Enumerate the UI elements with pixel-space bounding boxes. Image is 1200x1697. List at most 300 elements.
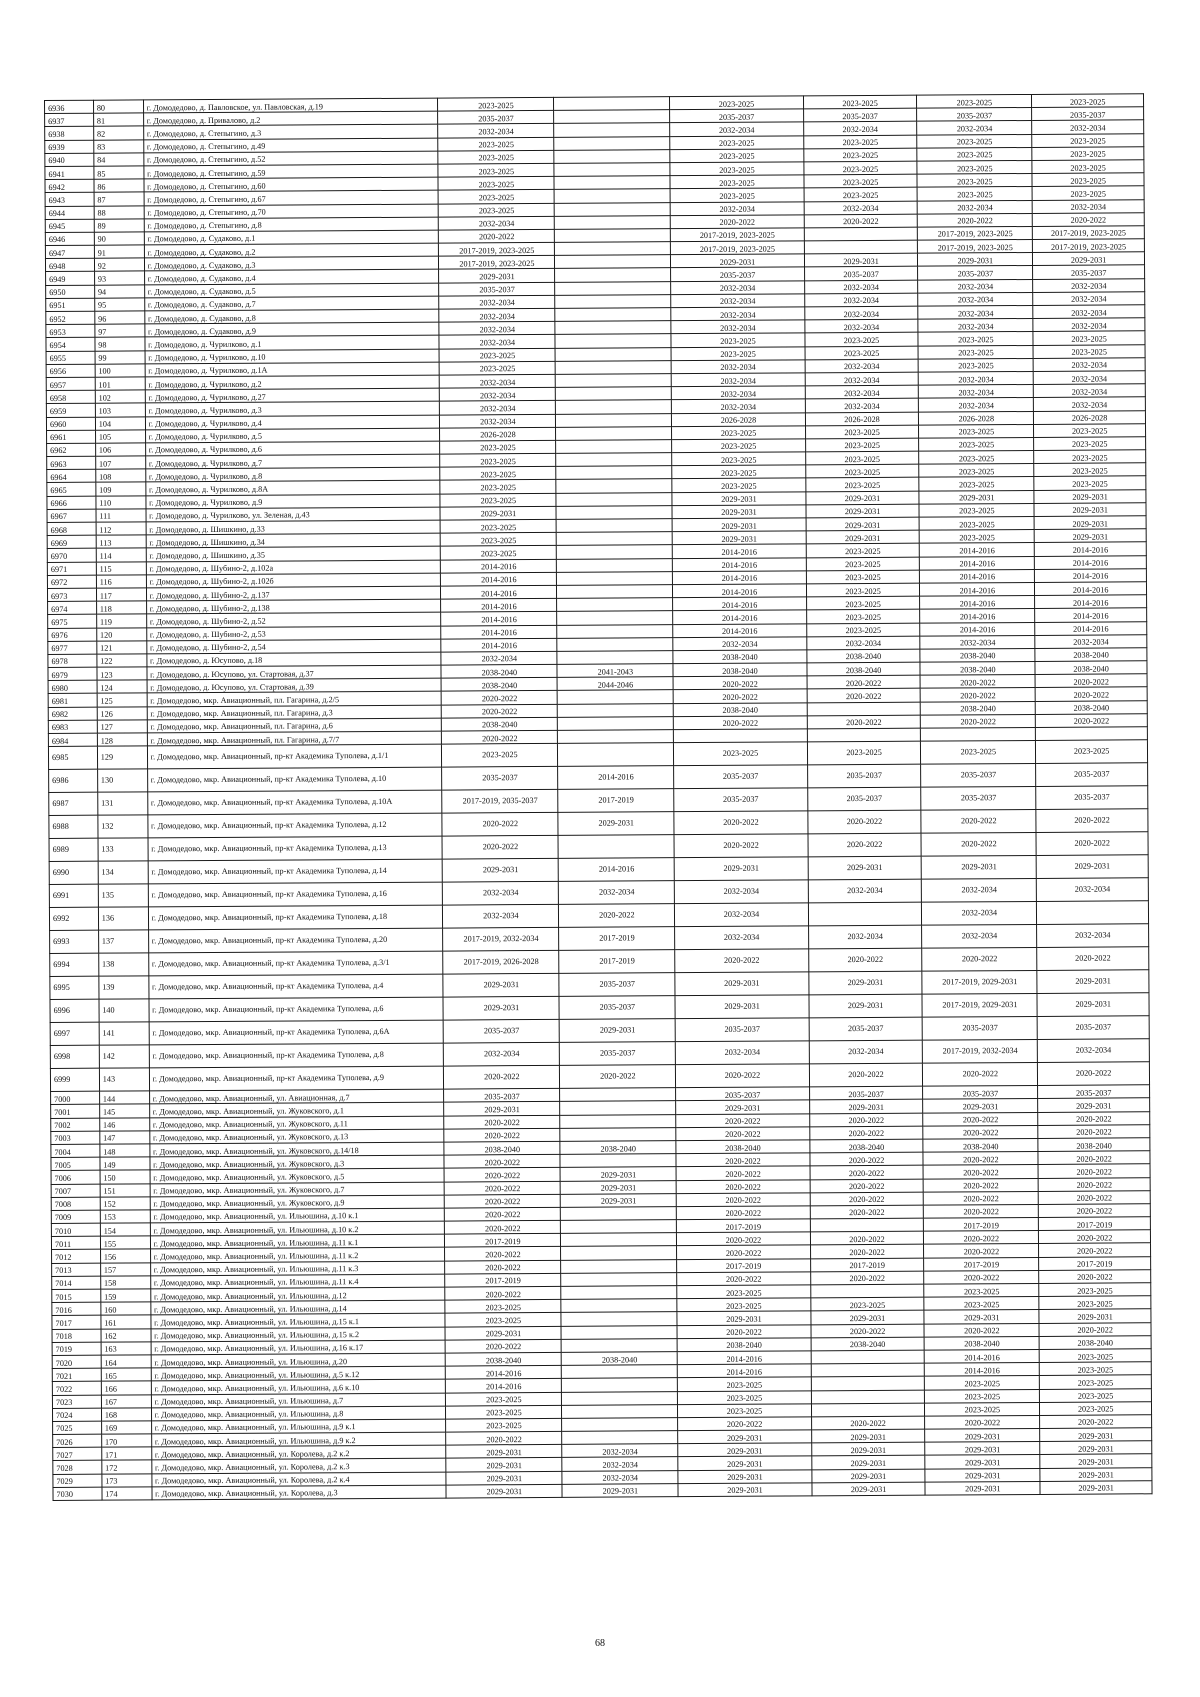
cell-row-number: 7006 bbox=[51, 1170, 100, 1183]
cell-period-col-6: 2014-2016 bbox=[1035, 608, 1147, 622]
cell-period-col-6: 2023-2025 bbox=[1032, 133, 1144, 147]
cell-period-col-3: 2032-2034 bbox=[670, 201, 803, 215]
cell-row-number: 6951 bbox=[46, 298, 95, 311]
cell-period-col-5: 2023-2025 bbox=[925, 1402, 1040, 1416]
cell-period-col-5: 2014-2016 bbox=[920, 556, 1035, 570]
cell-row-number: 6938 bbox=[45, 127, 94, 140]
cell-period-col-6: 2029-2031 bbox=[1038, 1098, 1150, 1112]
cell-address: г. Домодедово, мкр. Авиационный, ул. Ильюшина, д.7 bbox=[151, 1393, 446, 1408]
cell-period-col-3: 2020-2022 bbox=[674, 811, 807, 835]
cell-address: г. Домодедово, д. Судаково, д.9 bbox=[144, 322, 439, 337]
cell-period-col-2 bbox=[561, 1338, 677, 1352]
cell-period-col-3: 2032-2034 bbox=[671, 294, 804, 308]
cell-period-col-5: 2029-2031 bbox=[923, 1099, 1038, 1113]
cell-period-col-1: 2023-2025 bbox=[440, 453, 556, 467]
cell-period-col-5: 2023-2025 bbox=[919, 424, 1034, 438]
cell-period-col-1: 2023-2025 bbox=[439, 203, 555, 217]
cell-period-col-6: 2020-2022 bbox=[1040, 1415, 1152, 1429]
cell-period-col-3: 2014-2016 bbox=[678, 1351, 811, 1365]
cell-item-number: 144 bbox=[99, 1091, 149, 1104]
cell-period-col-4: 2023-2025 bbox=[806, 570, 920, 584]
cell-item-number: 118 bbox=[96, 601, 146, 614]
cell-row-number: 7005 bbox=[51, 1157, 100, 1170]
cell-address: г. Домодедово, мкр. Авиационный, ул. Ильюшина, д.11 к.4 bbox=[150, 1274, 445, 1289]
cell-period-col-6: 2038-2040 bbox=[1039, 1336, 1151, 1350]
cell-period-col-3: 2023-2025 bbox=[672, 465, 805, 479]
cell-period-col-5: 2032-2034 bbox=[922, 925, 1037, 949]
cell-address: г. Домодедово, д. Чурилково, ул. Зеленая, д.43 bbox=[146, 507, 441, 522]
cell-period-col-5: 2038-2040 bbox=[923, 1138, 1038, 1152]
cell-row-number: 7003 bbox=[51, 1131, 100, 1144]
cell-period-col-6: 2023-2025 bbox=[1036, 740, 1148, 764]
cell-period-col-2 bbox=[556, 413, 672, 427]
cell-item-number: 153 bbox=[100, 1210, 150, 1223]
cell-period-col-5: 2023-2025 bbox=[917, 147, 1032, 161]
cell-period-col-3: 2023-2025 bbox=[674, 742, 807, 766]
cell-item-number: 140 bbox=[99, 999, 149, 1022]
cell-row-number: 7024 bbox=[52, 1408, 101, 1421]
cell-item-number: 112 bbox=[96, 522, 146, 535]
cell-period-col-2 bbox=[555, 281, 671, 295]
cell-row-number: 6960 bbox=[46, 417, 95, 430]
cell-period-col-5: 2023-2025 bbox=[919, 437, 1034, 451]
cell-row-number: 7027 bbox=[53, 1447, 102, 1460]
cell-period-col-6: 2020-2022 bbox=[1035, 674, 1147, 688]
cell-period-col-4: 2023-2025 bbox=[806, 583, 920, 597]
cell-period-col-3: 2023-2025 bbox=[678, 1377, 811, 1391]
cell-item-number: 108 bbox=[96, 469, 146, 482]
cell-period-col-4: 2032-2034 bbox=[804, 306, 918, 320]
cell-period-col-3: 2017-2019 bbox=[677, 1258, 810, 1272]
cell-period-col-3: 2032-2034 bbox=[672, 399, 805, 413]
cell-period-col-5: 2020-2022 bbox=[924, 1231, 1039, 1245]
cell-period-col-4 bbox=[804, 240, 918, 254]
cell-period-col-6: 2017-2019 bbox=[1039, 1256, 1151, 1270]
cell-period-col-6: 2023-2025 bbox=[1033, 331, 1145, 345]
cell-period-col-2 bbox=[561, 1272, 677, 1286]
cell-item-number: 169 bbox=[101, 1421, 151, 1434]
cell-row-number: 6968 bbox=[47, 522, 96, 535]
cell-period-col-6: 2032-2034 bbox=[1034, 397, 1146, 411]
cell-row-number: 6965 bbox=[47, 483, 96, 496]
cell-period-col-1: 2014-2016 bbox=[441, 612, 557, 626]
cell-period-col-3: 2020-2022 bbox=[671, 215, 804, 229]
page-number: 68 bbox=[595, 1638, 605, 1649]
cell-address: г. Домодедово, д. Чурилково, д.8А bbox=[145, 481, 440, 496]
cell-period-col-3: 2020-2022 bbox=[674, 716, 807, 730]
cell-row-number: 7013 bbox=[52, 1263, 101, 1276]
cell-period-col-2 bbox=[555, 334, 671, 348]
cell-period-col-5: 2020-2022 bbox=[924, 1323, 1039, 1337]
cell-period-col-1: 2032-2034 bbox=[441, 651, 557, 665]
cell-address: г. Домодедово, д. Судаково, д.5 bbox=[144, 283, 439, 298]
cell-period-col-3: 2020-2022 bbox=[676, 1113, 809, 1127]
cell-period-col-3: 2017-2019 bbox=[677, 1219, 810, 1233]
cell-period-col-6: 2032-2034 bbox=[1037, 878, 1149, 902]
cell-period-col-6: 2023-2025 bbox=[1034, 463, 1146, 477]
cell-period-col-5: 2014-2016 bbox=[920, 569, 1035, 583]
cell-row-number: 7016 bbox=[52, 1302, 101, 1315]
cell-address: г. Домодедово, мкр. Авиационный, ул. Жуковского, д.5 bbox=[150, 1168, 445, 1183]
cell-item-number: 82 bbox=[93, 126, 143, 139]
cell-period-col-4: 2020-2022 bbox=[810, 1205, 924, 1219]
cell-period-col-4 bbox=[807, 702, 921, 716]
cell-period-col-3: 2020-2022 bbox=[673, 689, 806, 703]
cell-period-col-6: 2035-2037 bbox=[1036, 786, 1148, 810]
housing-repair-schedule-table bbox=[44, 93, 1153, 1501]
cell-item-number: 125 bbox=[97, 693, 147, 706]
cell-period-col-2: 2032-2034 bbox=[562, 1444, 678, 1458]
cell-row-number: 6992 bbox=[49, 907, 98, 930]
cell-address: г. Домодедово, мкр. Авиационный, ул. Ильюшина, д.12 bbox=[150, 1287, 445, 1302]
cell-period-col-1: 2023-2025 bbox=[442, 744, 558, 768]
cell-address: г. Домодедово, мкр. Авиационный, ул. Авиационная, д.7 bbox=[149, 1089, 444, 1104]
cell-period-col-2 bbox=[554, 176, 670, 190]
cell-item-number: 131 bbox=[97, 792, 147, 815]
cell-period-col-2 bbox=[554, 149, 670, 163]
cell-period-col-3: 2023-2025 bbox=[670, 162, 803, 176]
cell-period-col-4: 2023-2025 bbox=[803, 95, 917, 109]
cell-period-col-6: 2038-2040 bbox=[1035, 648, 1147, 662]
cell-period-col-6: 2035-2037 bbox=[1036, 763, 1148, 787]
cell-period-col-4: 2020-2022 bbox=[811, 1416, 925, 1430]
cell-address: г. Домодедово, д. Чурилково, д.3 bbox=[145, 401, 440, 416]
cell-row-number: 6948 bbox=[45, 258, 94, 271]
cell-period-col-4: 2029-2031 bbox=[804, 253, 918, 267]
cell-period-col-5: 2023-2025 bbox=[920, 530, 1035, 544]
cell-period-col-5: 2032-2034 bbox=[917, 121, 1032, 135]
cell-period-col-2 bbox=[555, 229, 671, 243]
cell-item-number: 87 bbox=[94, 192, 144, 205]
cell-row-number: 6958 bbox=[46, 390, 95, 403]
cell-row-number: 7004 bbox=[51, 1144, 100, 1157]
cell-period-col-3: 2023-2025 bbox=[677, 1298, 810, 1312]
cell-period-col-3: 2032-2034 bbox=[673, 637, 806, 651]
cell-period-col-3: 2020-2022 bbox=[674, 834, 807, 858]
cell-period-col-6: 2038-2040 bbox=[1038, 1138, 1150, 1152]
cell-address: г. Домодедово, д. Шубино-2, д.52 bbox=[146, 612, 441, 627]
cell-period-col-1: 2038-2040 bbox=[444, 1141, 560, 1155]
cell-item-number: 134 bbox=[98, 861, 148, 884]
cell-address: г. Домодедово, мкр. Авиационный, пр-кт Академика Туполева, д.13 bbox=[148, 836, 443, 861]
cell-period-col-2 bbox=[555, 360, 671, 374]
cell-item-number: 106 bbox=[95, 443, 145, 456]
cell-item-number: 156 bbox=[100, 1249, 150, 1262]
cell-row-number: 6981 bbox=[48, 694, 97, 707]
cell-period-col-5: 2029-2031 bbox=[925, 1455, 1040, 1469]
cell-item-number: 100 bbox=[95, 364, 145, 377]
cell-period-col-6: 2023-2025 bbox=[1032, 173, 1144, 187]
cell-period-col-1: 2020-2022 bbox=[442, 836, 558, 860]
cell-period-col-4: 2032-2034 bbox=[804, 201, 918, 215]
cell-address: г. Домодедово, мкр. Авиационный, ул. Ильюшина, д.15 к.1 bbox=[151, 1313, 446, 1328]
cell-period-col-1: 2014-2016 bbox=[446, 1365, 562, 1379]
cell-row-number: 6973 bbox=[47, 588, 96, 601]
cell-item-number: 97 bbox=[95, 324, 145, 337]
cell-period-col-5: 2020-2022 bbox=[921, 810, 1036, 834]
cell-row-number: 6956 bbox=[46, 364, 95, 377]
cell-address: г. Домодедово, мкр. Авиационный, ул. Ильюшина, д.8 bbox=[151, 1406, 446, 1421]
cell-period-col-4 bbox=[811, 1376, 925, 1390]
cell-address: г. Домодедово, мкр. Авиационный, пр-кт Академика Туполева, д.16 bbox=[148, 882, 443, 907]
cell-period-col-4: 2020-2022 bbox=[809, 1113, 923, 1127]
cell-period-col-5: 2032-2034 bbox=[918, 305, 1033, 319]
cell-row-number: 6940 bbox=[45, 153, 94, 166]
cell-period-col-4: 2023-2025 bbox=[803, 135, 917, 149]
cell-period-col-6: 2017-2019, 2023-2025 bbox=[1033, 239, 1145, 253]
cell-period-col-2 bbox=[561, 1246, 677, 1260]
cell-row-number: 6955 bbox=[46, 351, 95, 364]
cell-period-col-2: 2038-2040 bbox=[560, 1141, 676, 1155]
cell-period-col-3: 2032-2034 bbox=[671, 320, 804, 334]
cell-item-number: 109 bbox=[96, 482, 146, 495]
cell-period-col-2 bbox=[554, 110, 670, 124]
cell-item-number: 143 bbox=[99, 1068, 149, 1091]
cell-address: г. Домодедово, мкр. Авиационный, пр-кт Академика Туполева, д.10А bbox=[147, 790, 442, 815]
cell-item-number: 145 bbox=[99, 1104, 149, 1117]
cell-period-col-6: 2014-2016 bbox=[1035, 582, 1147, 596]
cell-period-col-3: 2023-2025 bbox=[672, 426, 805, 440]
cell-row-number: 6989 bbox=[49, 838, 98, 861]
cell-period-col-6: 2014-2016 bbox=[1035, 542, 1147, 556]
cell-period-col-2: 2017-2019 bbox=[559, 950, 675, 974]
cell-item-number: 171 bbox=[101, 1447, 151, 1460]
cell-period-col-1: 2020-2022 bbox=[444, 1168, 560, 1182]
cell-item-number: 154 bbox=[100, 1223, 150, 1236]
cell-period-col-4 bbox=[811, 1390, 925, 1404]
cell-period-col-1: 2035-2037 bbox=[444, 1089, 560, 1103]
cell-address: г. Домодедово, д. Чурилково, д.8 bbox=[145, 467, 440, 482]
cell-period-col-3: 2029-2031 bbox=[678, 1443, 811, 1457]
cell-period-col-4: 2020-2022 bbox=[807, 675, 921, 689]
cell-row-number: 6945 bbox=[45, 219, 94, 232]
cell-row-number: 6993 bbox=[50, 930, 99, 953]
cell-period-col-2 bbox=[562, 1365, 678, 1379]
cell-period-col-3: 2029-2031 bbox=[672, 505, 805, 519]
cell-period-col-6: 2032-2034 bbox=[1034, 384, 1146, 398]
cell-period-col-2 bbox=[556, 387, 672, 401]
cell-period-col-5: 2035-2037 bbox=[923, 1086, 1038, 1100]
cell-period-col-1: 2020-2022 bbox=[445, 1207, 561, 1221]
cell-item-number: 124 bbox=[97, 680, 147, 693]
cell-item-number: 162 bbox=[101, 1328, 151, 1341]
cell-period-col-5: 2020-2022 bbox=[923, 1125, 1038, 1139]
cell-period-col-5: 2023-2025 bbox=[917, 134, 1032, 148]
cell-item-number: 165 bbox=[101, 1368, 151, 1381]
cell-period-col-2 bbox=[562, 1404, 678, 1418]
cell-item-number: 161 bbox=[101, 1315, 151, 1328]
cell-period-col-5: 2032-2034 bbox=[918, 319, 1033, 333]
cell-period-col-3: 2017-2019, 2023-2025 bbox=[671, 241, 804, 255]
cell-period-col-2 bbox=[562, 1418, 678, 1432]
cell-item-number: 88 bbox=[94, 205, 144, 218]
cell-item-number: 133 bbox=[98, 838, 148, 861]
cell-period-col-6: 2026-2028 bbox=[1034, 410, 1146, 424]
cell-item-number: 120 bbox=[96, 627, 146, 640]
cell-row-number: 6957 bbox=[46, 377, 95, 390]
cell-period-col-4: 2023-2025 bbox=[805, 451, 919, 465]
cell-address: г. Домодедово, мкр. Авиационный, ул. Ильюшина, д.14 bbox=[150, 1300, 445, 1315]
cell-period-col-3: 2026-2028 bbox=[672, 412, 805, 426]
cell-period-col-5: 2023-2025 bbox=[918, 345, 1033, 359]
cell-period-col-3: 2020-2022 bbox=[677, 1245, 810, 1259]
cell-period-col-6 bbox=[1036, 727, 1148, 741]
cell-period-col-4: 2032-2034 bbox=[808, 879, 922, 903]
cell-period-col-4: 2035-2037 bbox=[809, 1086, 923, 1100]
cell-row-number: 6974 bbox=[48, 601, 97, 614]
cell-item-number: 93 bbox=[94, 271, 144, 284]
cell-period-col-3: 2029-2031 bbox=[676, 1100, 809, 1114]
cell-period-col-2: 2029-2031 bbox=[558, 812, 674, 836]
cell-item-number: 89 bbox=[94, 219, 144, 232]
cell-period-col-6: 2017-2019 bbox=[1039, 1217, 1151, 1231]
cell-period-col-5: 2023-2025 bbox=[917, 187, 1032, 201]
cell-period-col-2: 2029-2031 bbox=[561, 1193, 677, 1207]
cell-period-col-4: 2032-2034 bbox=[806, 636, 920, 650]
cell-period-col-3: 2020-2022 bbox=[676, 1166, 809, 1180]
cell-period-col-5: 2017-2019 bbox=[924, 1257, 1039, 1271]
cell-period-col-6: 2029-2031 bbox=[1033, 252, 1145, 266]
cell-period-col-5 bbox=[921, 727, 1036, 741]
cell-row-number: 6937 bbox=[45, 113, 94, 126]
cell-period-col-3: 2014-2016 bbox=[673, 571, 806, 585]
cell-item-number: 158 bbox=[100, 1276, 150, 1289]
cell-period-col-6: 2029-2031 bbox=[1040, 1428, 1152, 1442]
cell-period-col-6: 2035-2037 bbox=[1033, 265, 1145, 279]
cell-period-col-3: 2020-2022 bbox=[676, 1127, 809, 1141]
cell-period-col-1: 2032-2034 bbox=[439, 308, 555, 322]
cell-row-number: 6997 bbox=[50, 1022, 99, 1045]
cell-period-col-3: 2038-2040 bbox=[673, 650, 806, 664]
cell-item-number: 128 bbox=[97, 733, 147, 746]
cell-period-col-6: 2029-2031 bbox=[1036, 855, 1148, 879]
cell-period-col-4: 2023-2025 bbox=[804, 161, 918, 175]
cell-period-col-1: 2023-2025 bbox=[441, 533, 557, 547]
cell-period-col-3: 2029-2031 bbox=[677, 1311, 810, 1325]
cell-period-col-2: 2041-2043 bbox=[557, 664, 673, 678]
cell-period-col-5: 2035-2037 bbox=[921, 764, 1036, 788]
cell-item-number: 160 bbox=[101, 1302, 151, 1315]
cell-period-col-5: 2020-2022 bbox=[925, 1415, 1040, 1429]
cell-item-number: 141 bbox=[99, 1022, 149, 1045]
cell-period-col-1: 2032-2034 bbox=[439, 295, 555, 309]
cell-period-col-2 bbox=[561, 1233, 677, 1247]
cell-period-col-3: 2017-2019, 2023-2025 bbox=[671, 228, 804, 242]
cell-address: г. Домодедово, д. Шишкино, д.33 bbox=[146, 520, 441, 535]
cell-period-col-2 bbox=[561, 1220, 677, 1234]
cell-period-col-4: 2035-2037 bbox=[809, 1017, 923, 1041]
cell-period-col-1: 2023-2025 bbox=[446, 1405, 562, 1419]
cell-row-number: 6991 bbox=[49, 884, 98, 907]
cell-period-col-6: 2032-2034 bbox=[1037, 924, 1149, 948]
cell-period-col-4: 2032-2034 bbox=[804, 293, 918, 307]
cell-period-col-6: 2029-2031 bbox=[1037, 970, 1149, 994]
cell-period-col-3: 2023-2025 bbox=[678, 1404, 811, 1418]
cell-period-col-5: 2032-2034 bbox=[922, 902, 1037, 926]
cell-period-col-5: 2014-2016 bbox=[920, 609, 1035, 623]
cell-period-col-5: 2020-2022 bbox=[924, 1270, 1039, 1284]
cell-item-number: 86 bbox=[94, 179, 144, 192]
cell-period-col-1: 2032-2034 bbox=[439, 335, 555, 349]
cell-period-col-6: 2029-2031 bbox=[1034, 516, 1146, 530]
cell-period-col-5: 2023-2025 bbox=[925, 1376, 1040, 1390]
cell-row-number: 7019 bbox=[52, 1342, 101, 1355]
cell-row-number: 6963 bbox=[47, 456, 96, 469]
cell-item-number: 167 bbox=[101, 1394, 151, 1407]
cell-period-col-1: 2014-2016 bbox=[441, 585, 557, 599]
cell-row-number: 7000 bbox=[51, 1091, 100, 1104]
cell-period-col-3: 2023-2025 bbox=[670, 188, 803, 202]
cell-item-number: 174 bbox=[102, 1487, 152, 1500]
cell-period-col-5: 2035-2037 bbox=[918, 266, 1033, 280]
cell-period-col-4 bbox=[807, 728, 921, 742]
cell-period-col-3: 2020-2022 bbox=[673, 676, 806, 690]
cell-period-col-1: 2020-2022 bbox=[442, 691, 558, 705]
cell-address: г. Домодедово, мкр. Авиационный, ул. Ильюшина, д.11 к.3 bbox=[150, 1261, 445, 1276]
cell-period-col-3: 2020-2022 bbox=[676, 1179, 809, 1193]
cell-period-col-3: 2035-2037 bbox=[674, 788, 807, 812]
cell-period-col-5: 2017-2019, 2029-2031 bbox=[922, 994, 1037, 1018]
cell-period-col-2 bbox=[554, 136, 670, 150]
cell-address: г. Домодедово, д. Судаково, д.1 bbox=[144, 230, 439, 245]
cell-address: г. Домодедово, мкр. Авиационный, пл. Гагарина, д.3 bbox=[147, 705, 442, 720]
cell-row-number: 7017 bbox=[52, 1316, 101, 1329]
cell-period-col-2: 2035-2037 bbox=[559, 996, 675, 1020]
cell-period-col-4: 2029-2031 bbox=[809, 994, 923, 1018]
cell-address: г. Домодедово, мкр. Авиационный, пр-кт Академика Туполева, д.9 bbox=[149, 1066, 444, 1091]
cell-period-col-5: 2020-2022 bbox=[921, 833, 1036, 857]
cell-period-col-3: 2029-2031 bbox=[672, 491, 805, 505]
cell-row-number: 6978 bbox=[48, 654, 97, 667]
cell-period-col-3: 2020-2022 bbox=[677, 1206, 810, 1220]
cell-address: г. Домодедово, д. Шишкино, д.34 bbox=[146, 533, 441, 548]
cell-period-col-6: 2029-2031 bbox=[1034, 529, 1146, 543]
cell-period-col-1: 2029-2031 bbox=[439, 269, 555, 283]
cell-row-number: 6990 bbox=[49, 861, 98, 884]
cell-item-number: 98 bbox=[95, 337, 145, 350]
cell-period-col-5: 2023-2025 bbox=[919, 503, 1034, 517]
cell-period-col-3: 2032-2034 bbox=[675, 903, 808, 927]
cell-address: г. Домодедово, д. Привалово, д.2 bbox=[143, 111, 438, 126]
cell-row-number: 7030 bbox=[53, 1487, 102, 1500]
cell-item-number: 94 bbox=[94, 285, 144, 298]
cell-item-number: 127 bbox=[97, 720, 147, 733]
cell-item-number: 151 bbox=[100, 1183, 150, 1196]
cell-period-col-1: 2029-2031 bbox=[446, 1484, 562, 1498]
cell-period-col-6: 2014-2016 bbox=[1035, 569, 1147, 583]
document-page bbox=[44, 93, 1153, 1501]
cell-period-col-6: 2035-2037 bbox=[1038, 1085, 1150, 1099]
cell-period-col-1: 2038-2040 bbox=[446, 1352, 562, 1366]
cell-period-col-3: 2023-2025 bbox=[671, 333, 804, 347]
cell-period-col-6: 2023-2025 bbox=[1032, 160, 1144, 174]
cell-row-number: 7029 bbox=[53, 1474, 102, 1487]
cell-address: г. Домодедово, мкр. Авиационный, ул. Ильюшина, д.9 к.2 bbox=[151, 1432, 446, 1447]
cell-row-number: 6975 bbox=[48, 615, 97, 628]
cell-period-col-4: 2020-2022 bbox=[810, 1231, 924, 1245]
cell-period-col-5: 2029-2031 bbox=[922, 856, 1037, 880]
cell-period-col-3: 2032-2034 bbox=[671, 360, 804, 374]
cell-period-col-1: 2017-2019, 2035-2037 bbox=[442, 790, 558, 814]
cell-row-number: 7026 bbox=[53, 1434, 102, 1447]
cell-period-col-4: 2038-2040 bbox=[811, 1337, 925, 1351]
cell-period-col-2: 2020-2022 bbox=[560, 1065, 676, 1089]
cell-period-col-1: 2023-2025 bbox=[440, 480, 556, 494]
cell-item-number: 121 bbox=[97, 641, 147, 654]
cell-period-col-4: 2029-2031 bbox=[812, 1469, 926, 1483]
cell-address: г. Домодедово, мкр. Авиационный, ул. Королева, д.2 к.2 bbox=[151, 1445, 446, 1460]
cell-period-col-4: 2020-2022 bbox=[810, 1192, 924, 1206]
